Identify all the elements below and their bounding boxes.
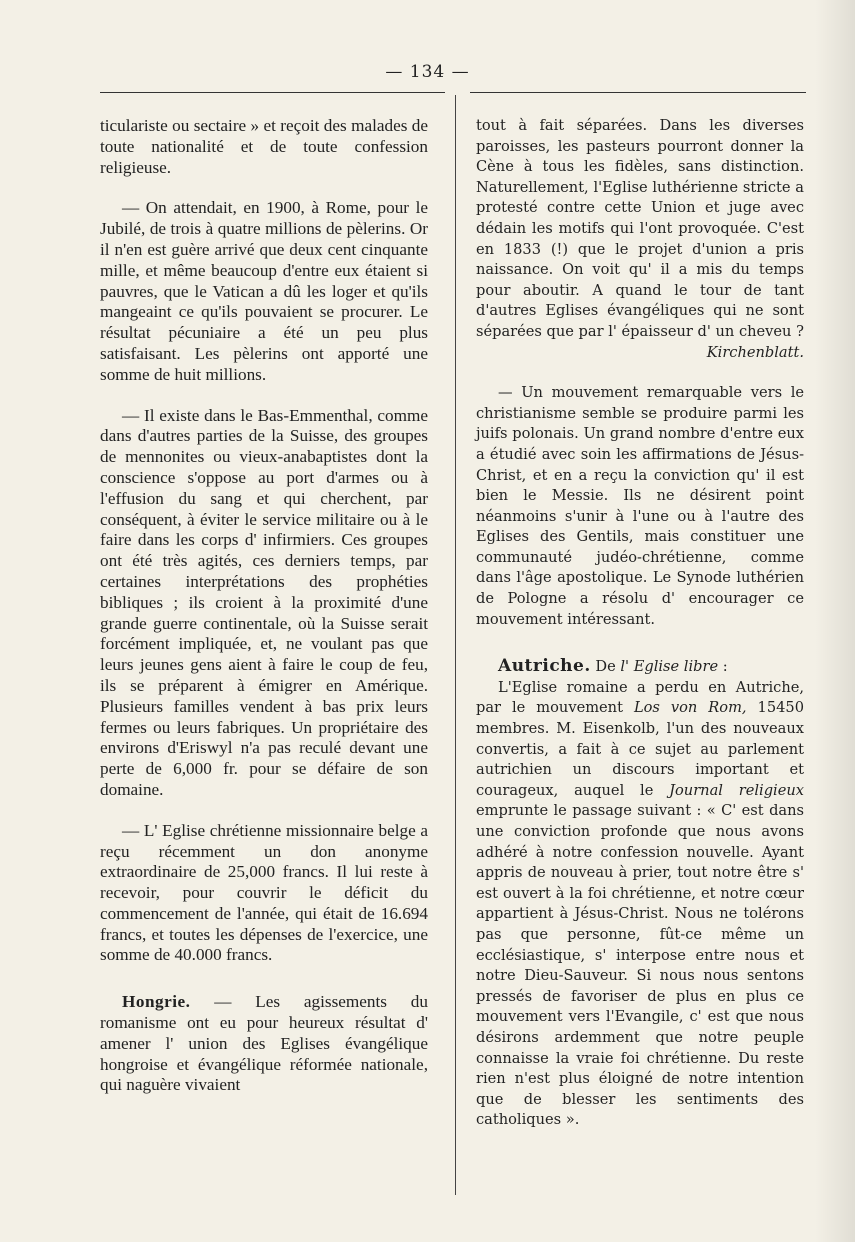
austria-text-b: 15450 membres. M. Eisenkolb, l'un des nouveaux convertis, a fait à ce sujet au parlement autrichien un discours important et courageux, auquel le bbox=[476, 699, 804, 799]
source-citation: Kirchenblatt. bbox=[706, 343, 804, 361]
section-heading-hongrie: Hongrie. bbox=[122, 992, 191, 1012]
austria-lead: De bbox=[590, 658, 621, 676]
paragraph-polish-jews: — Un mouvement remarquable vers le christianisme semble se produire parmi les juifs polonais. Un grand nombre d'entre eux a étudié avec soin les affirmations de Jésus-Christ, et en a reçu la conviction qu' il est bien le Messie. Ils ne désirent point néanmoins s'unir à l'une ou à l'autre des Eglises des Gentils, mais constituer une communauté judéo-chrétienne, comme dans l'âge apostolique. Le Synode luthérien de Pologne a résolu d' encourager ce mouvement intéressant. bbox=[476, 384, 804, 628]
header-rule-left bbox=[100, 92, 445, 93]
paragraph-belgian-church: — L' Eglise chrétienne missionnaire belge a reçu récemment un don anonyme extraordinaire de 25,000 francs. Il lui reste à recevoir, pour couvrir le déficit du commencement de l'année, qui était de 16.694 francs, et toutes les dépenses de l'exercice, une somme de 40.000 francs. bbox=[100, 820, 428, 965]
paragraph-mennonites: — Il existe dans le Bas-Emmenthal, comme dans d'autres parties de la Suisse, des groupes de mennonites ou vieux-anabaptistes dont la conscience s'oppose au port d'armes ou à l'effusion du sang et qui cherchent, par conséquent, à éviter le service militaire ou à le faire dans les corps d' infirmiers. Ces groupes ont été très agités, ces derniers temps, par certaines interprétations des prophéties bibliques ; ils croient à la proximité d'une grande guerre continentale, où la Suisse serait forcément impliquée, et, ne voulant pas que leurs jeunes gens aient à faire le coup de feu, ils se préparent à émigrer en Amérique. Plusieurs familles vendent à bas prix leurs fermes ou leurs fabriques. Un propriétaire des environs d'Eriswyl n'a pas reculé devant une perte de 6,000 fr. pour se défaire de son domaine. bbox=[100, 405, 428, 799]
paragraph-continued: ticulariste ou sectaire » et reçoit des malades de toute nationalité et de toute confession religieuse. bbox=[100, 116, 428, 177]
right-column bbox=[476, 116, 804, 1131]
austria-text-c: emprunte le passage suivant : « C' est dans une conviction profonde que nous avons adhéré à notre confession nouvelle. Ayant appris de nouveau à prier, tout notre être s' est ouvert à la foi chrétienne, et notre cœur appartient à Jésus-Christ. Nous ne tolérons pas que personne, fût-ce même un ecclésiastique, s' interpose entre nous et notre Dieu-Sauveur. Si nous nous sentons pressés de favoriser de plus en plus ce mouvement vers l'Evangile, c' est que nous désirons ardemment que notre peuple connaisse la vraie foi chrétienne. Du reste rien n'est plus éloigné de notre intention que de blesser les sentiments des catholiques ». bbox=[476, 802, 804, 1129]
italic-los-von-rom: Los von Rom, bbox=[633, 699, 747, 717]
page-number: — 134 — bbox=[385, 62, 470, 82]
austria-text-a: L'Eglise romaine a perdu en Autriche, par le mouvement bbox=[476, 678, 804, 717]
italic-journal-religieux: Journal religieux bbox=[669, 781, 804, 799]
austria-lead-end: : bbox=[718, 658, 728, 676]
source-eglise-libre: l' Eglise libre bbox=[620, 658, 719, 676]
paragraph-austria-heading bbox=[476, 656, 804, 678]
left-column bbox=[100, 116, 428, 1096]
header-rule-right bbox=[470, 92, 806, 93]
column-divider bbox=[455, 95, 456, 1195]
section-heading-autriche: Autriche. bbox=[498, 656, 591, 677]
scan-edge-shade bbox=[815, 0, 855, 1242]
paragraph-austria bbox=[476, 678, 804, 1131]
paragraph-hungary-continued: tout à fait séparées. Dans les diverses paroisses, les pasteurs pourront donner la Cène à tous les fidèles, sans distinction. Naturellement, l'Eglise luthérienne stricte a protesté contre cette Union et juge avec dédain les motifs qui l'ont provoquée. C'est en 1833 (!) que le projet d'union a pris naissance. On voit qu' il a mis du temps pour aboutir. A quand le tour de tant d'autres Eglises évangéliques qui ne sont séparées que par l' épaisseur d' un cheveu ? bbox=[476, 117, 804, 340]
paragraph-rome-jubilee: — On attendait, en 1900, à Rome, pour le Jubilé, de trois à quatre millions de pèlerins. Or il n'en est guère arrivé que deux cent cinquante mille, et même beaucoup d'entre eux étaient si pauvres, que le Vatican a dû les loger et qu'ils mangeaint ce qu'ils pouvaient se procurer. Le résultat pécuniaire a été un peu plus satisfaisant. Les pèlerins ont apporté une somme de huit millions. bbox=[100, 198, 428, 384]
paragraph-hungary bbox=[100, 992, 428, 1096]
paragraph-hungary-text: — Les agissements du romanisme ont eu pour heureux résultat d' amener l' union des Eglises évangélique hongroise et évangélique réformée nationale, qui naguère vivaient bbox=[100, 992, 428, 1095]
